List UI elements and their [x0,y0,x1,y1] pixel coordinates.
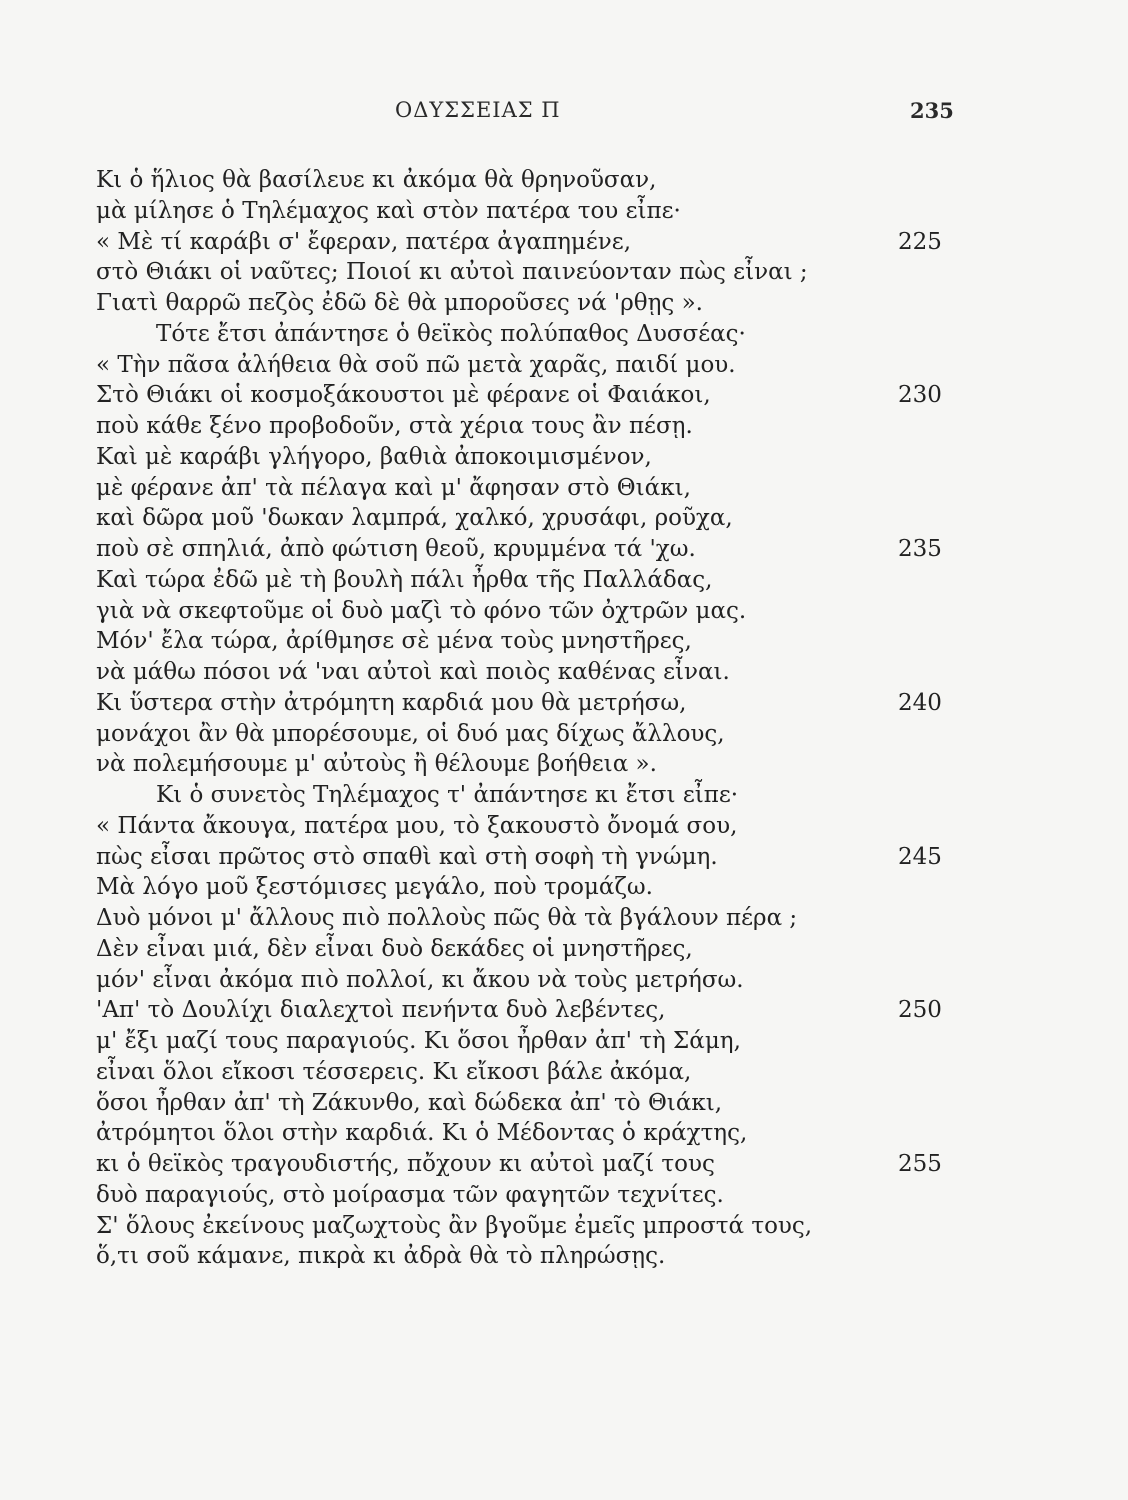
verse-text: πὼς εἶσαι πρῶτος στὸ σπαθὶ καὶ στὴ σοφὴ τὴ γνώμη. [96,843,718,870]
verse-line [96,196,956,227]
verse-text: μονάχοι ἂν θὰ μπορέσουμε, οἱ δυό μας δίχως ἄλλους, [96,720,725,747]
line-number: 230 [898,382,942,409]
verse-text: Κι ὕστερα στὴν ἀτρόμητη καρδιά μου θὰ μετρήσω, [96,689,687,716]
verse-text: νὰ πολεμήσουμε μ' αὐτοὺς ἢ θέλουμε βοήθεια ». [96,751,657,778]
verse-line [96,565,956,596]
verse-line [96,1211,956,1242]
verse-line [96,626,956,657]
verse-line [96,1088,956,1119]
verse-line [96,350,956,381]
verse-line [96,380,956,411]
verse-text: γιὰ νὰ σκεφτοῦμε οἱ δυὸ μαζὶ τὸ φόνο τῶν ὀχτρῶν μας. [96,597,747,624]
running-head [0,98,1128,138]
line-number: 255 [898,1151,942,1177]
verse-line [96,1118,956,1149]
verse-line [96,688,956,719]
verse-text: Δὲν εἶναι μιά, δὲν εἶναι δυὸ δεκάδες οἱ μνηστῆρες, [96,935,693,962]
verse-text: « Τὴν πᾶσα ἀλήθεια θὰ σοῦ πῶ μετὰ χαρᾶς, παιδί μου. [96,351,736,378]
verse-line [96,165,956,196]
verse-line [96,1241,956,1272]
verse-line [96,1180,956,1211]
verse-line [96,319,956,350]
verse-text: Κι ὁ συνετὸς Τηλέμαχος τ' ἀπάντησε κι ἔτσι εἶπε· [156,782,739,808]
verse-text: μ' ἔξι μαζί τους παραγιούς. Κι ὅσοι ἦρθαν ἀπ' τὴ Σάμη, [96,1028,741,1054]
verse-line [96,503,956,534]
line-number: 235 [898,536,942,562]
verse-line [96,965,956,996]
line-number: 245 [898,843,942,870]
verse-line [96,227,956,258]
verse-line [96,842,956,873]
verse-line [96,288,956,319]
verse-line [96,811,956,842]
verse-line [96,442,956,473]
verse-line [96,411,956,442]
verse-line [96,903,956,934]
verse-text: μὰ μίλησε ὁ Τηλέμαχος καὶ στὸν πατέρα του εἶπε· [96,197,681,224]
verse-text: Γιατὶ θαρρῶ πεζὸς ἐδῶ δὲ θὰ μποροῦσες νά 'ρθῃς ». [96,290,703,316]
verse-text: Δυὸ μόνοι μ' ἄλλους πιὸ πολλοὺς πῶς θὰ τὰ βγάλουν πέρα ; [96,905,798,931]
running-title: ΟΔΥΣΣΕΙΑΣ Π [395,98,561,122]
verse-line [96,995,956,1026]
verse-text: ποὺ κάθε ξένο προβοδοῦν, στὰ χέρια τους ἂν πέσῃ. [96,413,693,439]
verse-text: ποὺ σὲ σπηλιά, ἀπὸ φώτιση θεοῦ, κρυμμένα τά 'χω. [96,536,696,562]
verse-line [96,473,956,504]
verse-text: Μόν' ἔλα τώρα, ἀρίθμησε σὲ μένα τοὺς μνηστῆρες, [96,628,692,655]
verse-text: « Μὲ τί καράβι σ' ἔφεραν, πατέρα ἀγαπημένε, [96,228,632,255]
page-number: 235 [910,98,954,123]
verse-text: Κι ὁ ἥλιος θὰ βασίλευε κι ἀκόμα θὰ θρηνοῦσαν, [96,167,657,193]
verse-text: στὸ Θιάκι οἱ ναῦτες; Ποιοί κι αὐτοὶ παινεύονταν πὼς εἶναι ; [96,259,808,286]
verse-line [96,780,956,811]
verse-text: Καὶ μὲ καράβι γλήγορο, βαθιὰ ἀποκοιμισμένον, [96,443,652,470]
verse-text: δυὸ παραγιούς, στὸ μοίρασμα τῶν φαγητῶν τεχνίτες. [96,1181,724,1208]
verse-text: ὅ,τι σοῦ κάμανε, πικρὰ κι ἀδρὰ θὰ τὸ πληρώσῃς. [96,1243,666,1270]
verse-text: καὶ δῶρα μοῦ 'δωκαν λαμπρά, χαλκό, χρυσάφι, ροῦχα, [96,505,733,532]
verse-text: Καὶ τώρα ἐδῶ μὲ τὴ βουλὴ πάλι ἦρθα τῆς Παλλάδας, [96,566,713,593]
verse-line [96,1149,956,1180]
verse-text: 'Απ' τὸ Δουλίχι διαλεχτοὶ πενήντα δυὸ λεβέντες, [96,997,666,1024]
verse-line [96,1057,956,1088]
line-number: 240 [898,689,942,716]
verse-text: μόν' εἶναι ἀκόμα πιὸ πολλοί, κι ἄκου νὰ τοὺς μετρήσω. [96,966,744,993]
line-number: 250 [898,997,942,1024]
verse-line [96,872,956,903]
verse-text: ὅσοι ἦρθαν ἀπ' τὴ Ζάκυνθο, καὶ δώδεκα ἀπ' τὸ Θιάκι, [96,1089,723,1116]
verse-text: ἀτρόμητοι ὅλοι στὴν καρδιά. Κι ὁ Μέδοντας ὁ κράχτης, [96,1120,748,1147]
verse-text: μὲ φέρανε ἀπ' τὰ πέλαγα καὶ μ' ἄφησαν στὸ Θιάκι, [96,474,691,501]
verse-line [96,719,956,750]
verse-text: Τότε ἔτσι ἀπάντησε ὁ θεϊκὸς πολύπαθος Δυσσέας· [156,320,746,347]
verse-text: Σ' ὅλους ἐκείνους μαζωχτοὺς ἂν βγοῦμε ἐμεῖς μπροστά τους, [96,1212,813,1239]
verse-text: Στὸ Θιάκι οἱ κοσμοξάκουστοι μὲ φέρανε οἱ Φαιάκοι, [96,382,711,409]
verse-line [96,1026,956,1057]
verse-block [96,165,956,1272]
verse-line [96,657,956,688]
verse-text: Μὰ λόγο μοῦ ξεστόμισες μεγάλο, ποὺ τρομάζω. [96,874,653,901]
verse-text: κι ὁ θεϊκὸς τραγουδιστής, πὄχουν κι αὐτοὶ μαζί τους [96,1151,715,1177]
verse-line [96,596,956,627]
verse-line [96,934,956,965]
verse-line [96,257,956,288]
verse-text: εἶναι ὅλοι εἴκοσι τέσσερεις. Κι εἴκοσι βάλε ἀκόμα, [96,1058,692,1085]
verse-line [96,749,956,780]
verse-text: νὰ μάθω πόσοι νά 'ναι αὐτοὶ καὶ ποιὸς καθένας εἶναι. [96,659,730,685]
verse-line [96,534,956,565]
line-number: 225 [898,228,942,255]
verse-text: « Πάντα ἄκουγα, πατέρα μου, τὸ ξακουστὸ ὄνομά σου, [96,812,738,839]
